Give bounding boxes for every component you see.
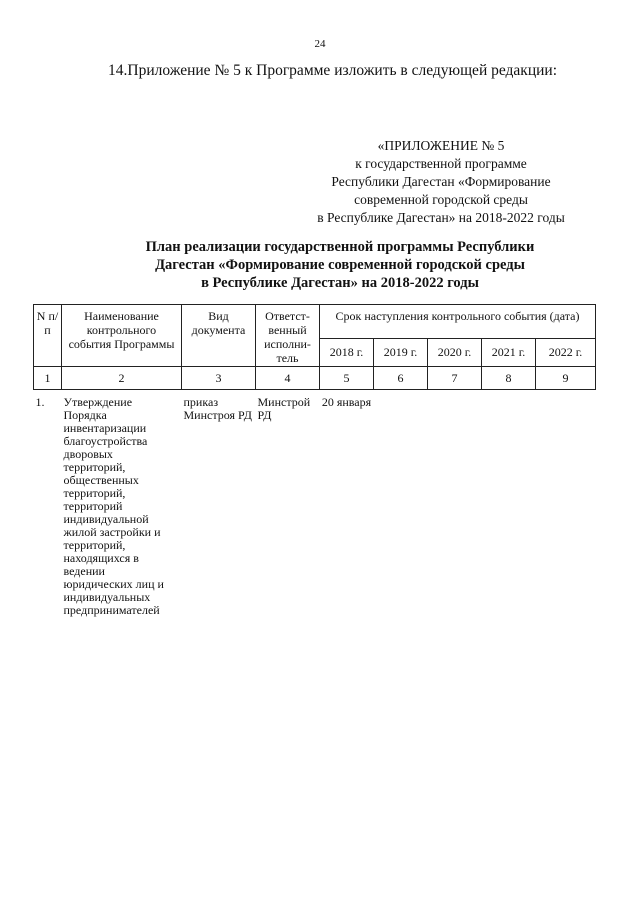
plan-table [33,304,596,618]
intro-paragraph: 14.Приложение № 5 к Программе изложить в следующей редакции: [108,62,558,79]
column-number-row [34,367,596,390]
event-line: Утверждение [63,395,133,409]
event-line: предпринимателей [63,603,160,617]
appendix-line: в Республике Дагестан» на 2018-2022 годы [317,210,565,225]
column-number: 6 [374,367,428,390]
column-number: 4 [256,367,320,390]
event-line: юридических лиц и [63,577,164,591]
column-number: 8 [482,367,536,390]
header-num: N п/ п [34,305,62,367]
deadline-2022 [536,390,596,619]
column-number: 7 [428,367,482,390]
event-line: ведении [63,564,105,578]
event-line: индивидуальных [63,590,151,604]
document-type: приказ Минстроя РД [183,395,252,422]
column-number: 1 [34,367,62,390]
appendix-line: Республики Дагестан «Формирование [331,174,551,189]
deadline-2020 [428,390,482,619]
responsible-executor: Минстрой РД [257,395,311,422]
event-line: благоустройства [63,434,148,448]
event-line: индивидуальной [63,512,149,526]
column-number: 2 [62,367,182,390]
event-line: инвентаризации [63,421,147,435]
event-line: территорий, [63,486,126,500]
plan-title-line: Дагестан «Формирование современной городской среды [155,257,525,273]
event-line: общественных [63,473,139,487]
header-responsible: Ответст-венный исполни-тель [256,305,320,367]
column-number: 3 [182,367,256,390]
plan-title [60,238,620,292]
header-deadline: Срок наступления контрольного события (дата) [320,305,596,339]
event-line: дворовых [63,447,113,461]
header-year: 2022 г. [536,339,596,367]
event-line: жилой застройки и [63,525,161,539]
page-number: 24 [314,38,326,50]
plan-title-line: План реализации государственной программы Республики [145,239,535,255]
header-year: 2019 г. [374,339,428,367]
header-year: 2021 г. [482,339,536,367]
event-line: территорий, [63,538,126,552]
appendix-line: к государственной программе [355,156,527,171]
event-line: находящихся в [63,551,139,565]
deadline-2021 [482,390,536,619]
deadline-2019 [374,390,428,619]
plan-title-line: в Республике Дагестан» на 2018-2022 годы [201,275,479,291]
column-number: 5 [320,367,374,390]
event-line: территорий, [63,460,126,474]
event-line: Порядка [63,408,107,422]
header-doc: Вид документа [182,305,256,367]
deadline-2018: 20 января [321,395,372,409]
appendix-line: современной городской среды [354,192,528,207]
event-line: территорий [63,499,123,513]
row-number: 1. [35,395,45,409]
header-event: Наименование контрольного события Программы [62,305,182,367]
column-number: 9 [536,367,596,390]
header-year: 2020 г. [428,339,482,367]
appendix-header [291,137,591,227]
header-year: 2018 г. [320,339,374,367]
table-row [34,390,596,619]
event-name [62,390,182,619]
appendix-line: «ПРИЛОЖЕНИЕ № 5 [377,138,505,153]
